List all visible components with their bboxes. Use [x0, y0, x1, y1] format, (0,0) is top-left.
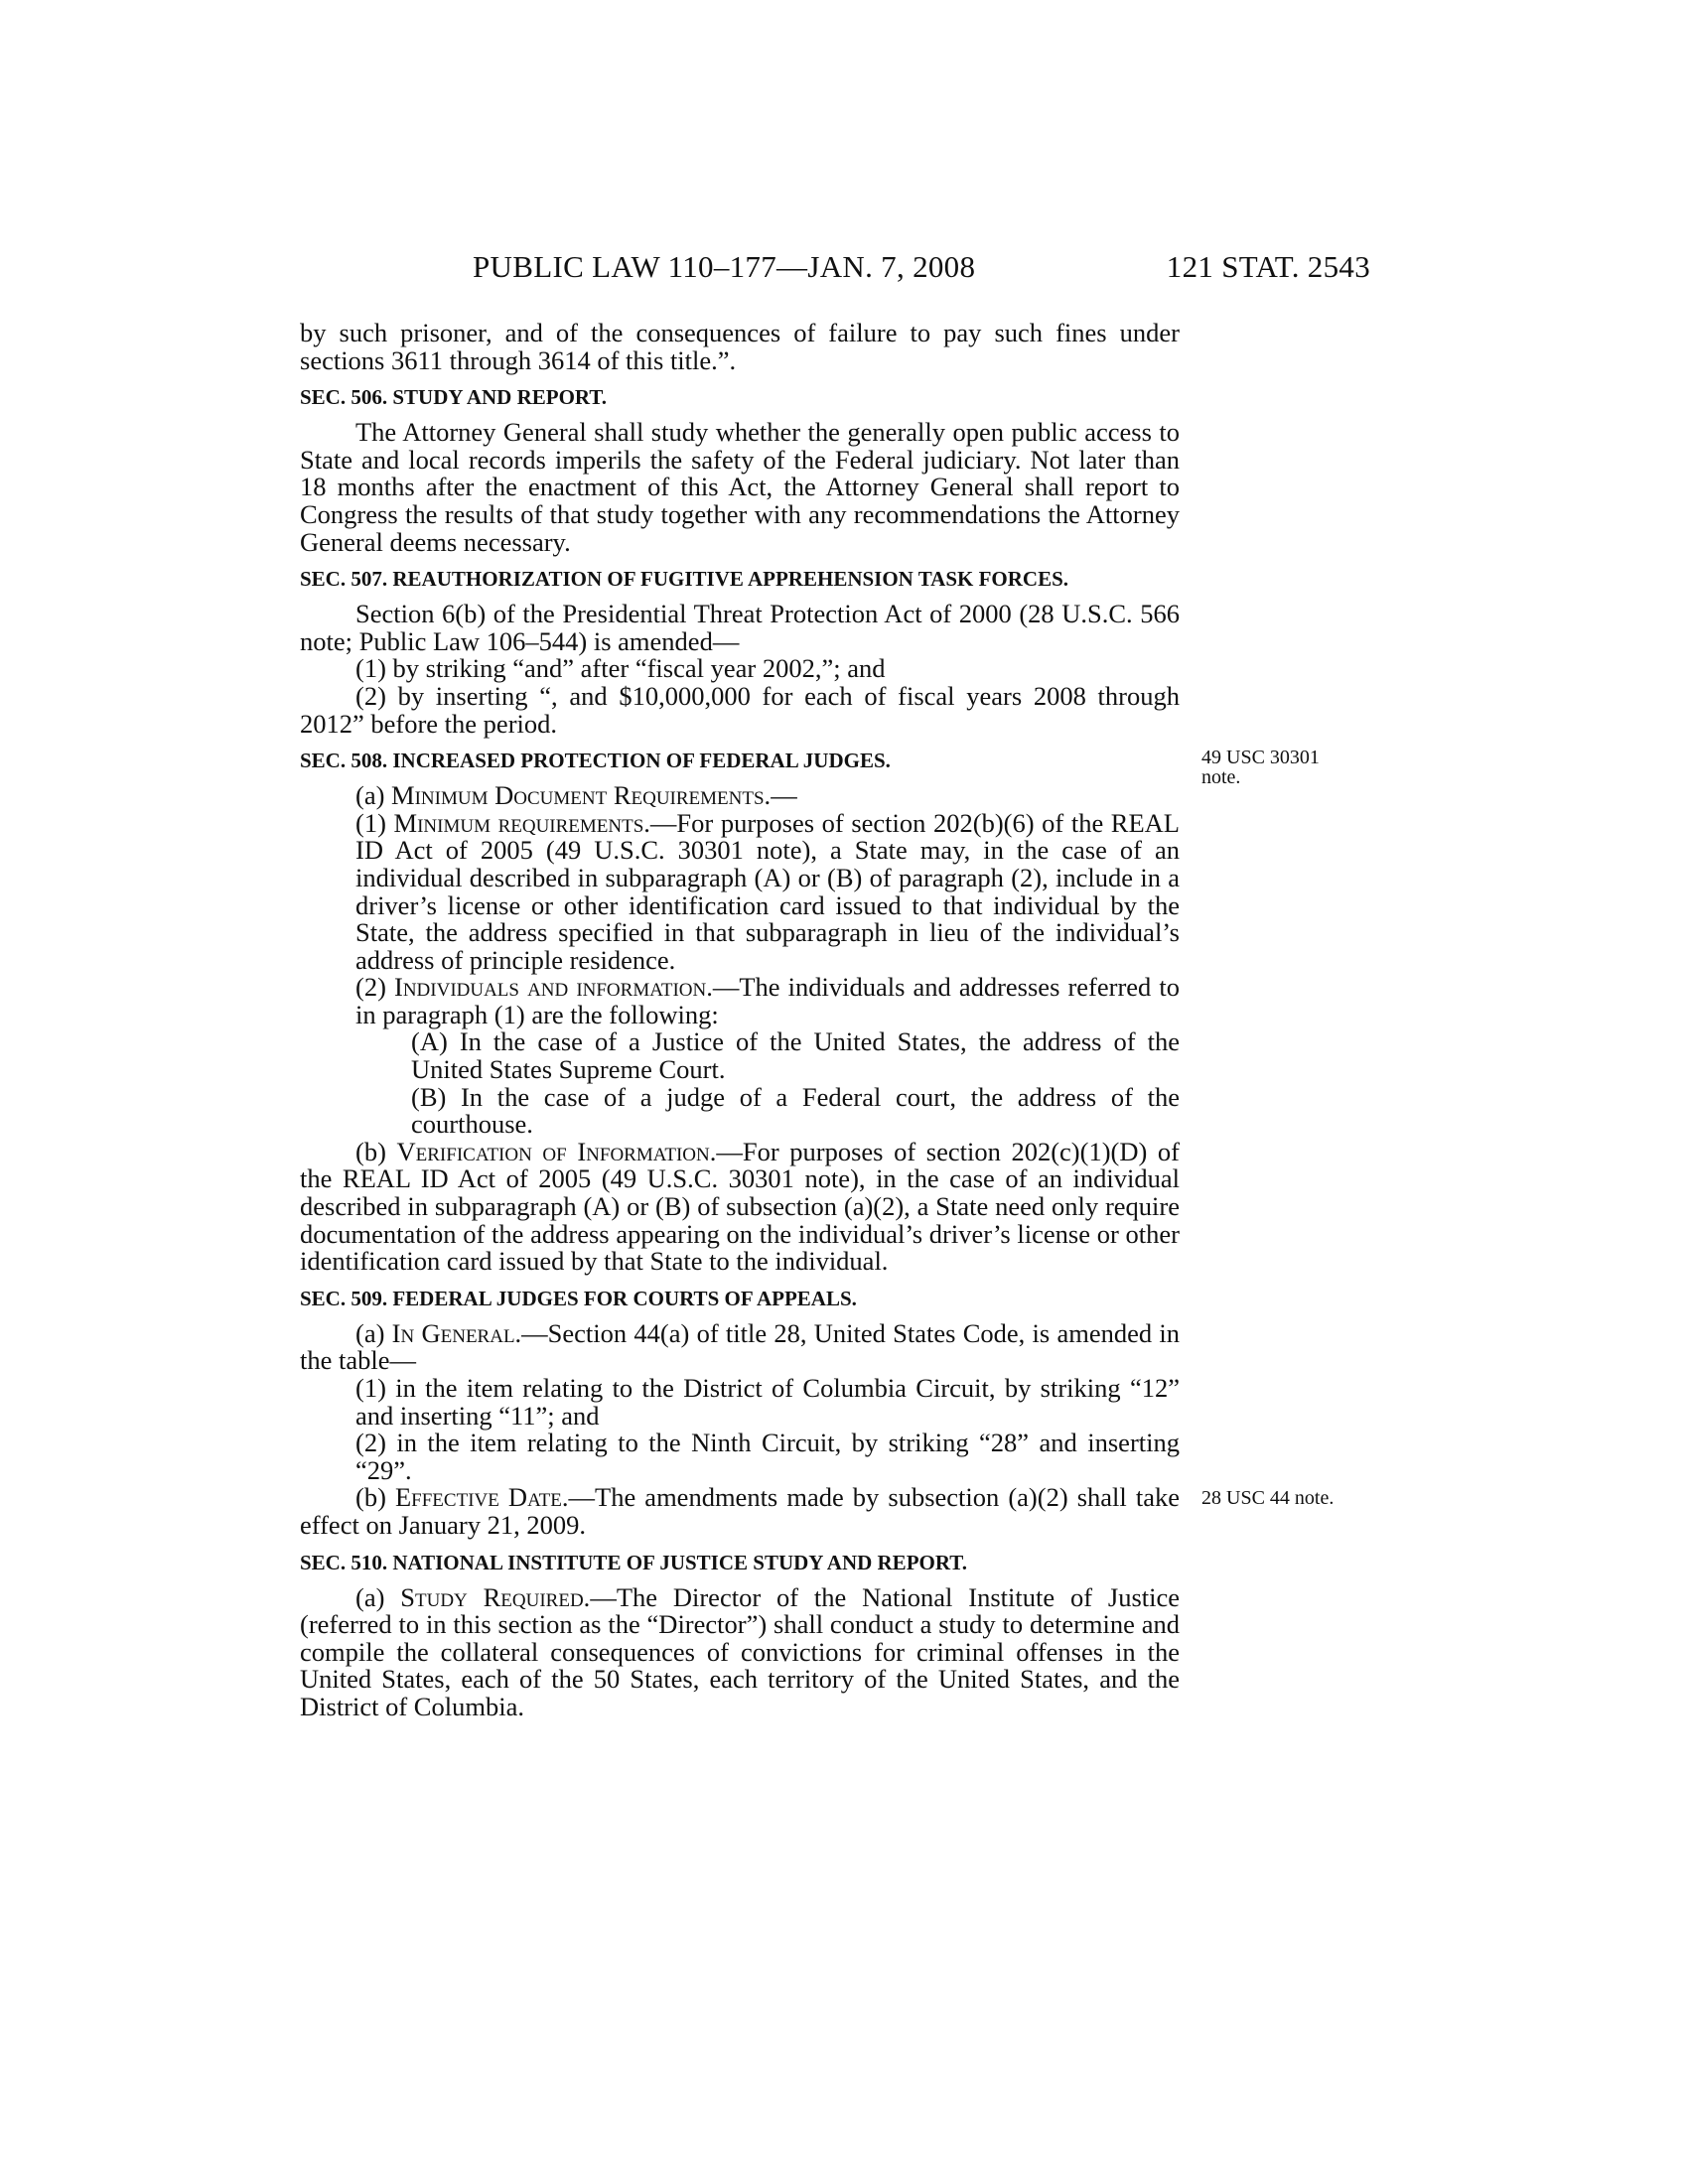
subsection-a-heading: Minimum Document Requirements.: [391, 780, 772, 811]
section-508-subsection-a: (a) Minimum Document Requirements.—: [355, 780, 797, 811]
section-509-item-2: (2) in the item relating to the Ninth Circuit, by striking “28” and inserting “29”.: [355, 1428, 1180, 1485]
section-510-a-heading: Study Required.: [400, 1581, 591, 1612]
statute-page-number: 121 STAT. 2543: [1166, 249, 1370, 284]
section-508-paragraph-2: (2) Individuals and information.—The individuals and addresses referred to in paragraph (1) are the following:: [355, 972, 1181, 1029]
public-law-citation: PUBLIC LAW 110–177—JAN. 7, 2008: [473, 249, 976, 284]
section-510-subsection-a: (a) Study Required.—The Director of the National Institute of Justice (referred to in this section as the “Director”) shall conduct a study to determine and compile the collateral consequences of convictions for criminal offenses in the United States, each of the 50 States, each territory of the United States, and the District of Columbia.: [300, 1581, 1180, 1721]
section-509-subsection-b: (b) Effective Date.—The amendments made by subsection (a)(2) shall take effect on January 21, 2009.: [300, 1482, 1180, 1540]
section-509-subsection-a: (a) In General.—Section 44(a) of title 28, United States Code, is amended in the table—: [300, 1317, 1180, 1376]
section-506-heading: SEC. 506. STUDY AND REPORT.: [300, 385, 608, 410]
section-509-item-1: (1) in the item relating to the District of Columbia Circuit, by striking “12” and inserting “11”; and: [355, 1373, 1180, 1431]
paragraph-2-heading: Individuals and information.: [394, 972, 713, 1003]
margin-note-49-usc: 49 USC 30301 note.: [1201, 747, 1320, 789]
section-508-subparagraph-B: (B) In the case of a judge of a Federal court, the address of the courthouse.: [411, 1081, 1180, 1140]
section-508-paragraph-1: (1) Minimum requirements.—For purposes of section 202(b)(6) of the REAL ID Act of 2005 (49 U.S.C. 30301 note), a State may, in the case of an individual described in subparagraph (A) or (B) of paragraph (2), include in a driver’s license or other identification card issued to that individual by the State, the address specified in that subparagraph in lieu of the individual’s address of principle residence.: [355, 807, 1180, 975]
section-508-subparagraph-A: (A) In the case of a Justice of the United States, the address of the United States Supreme Court.: [411, 1026, 1180, 1085]
section-506-text: The Attorney General shall study whether the generally open public access to State and local records imperils the safety of the Federal judiciary. Not later than 18 months after the enactment of this Act, the Attorney General shall report to Congress the results of that study together with any recommendations the Attorney General deems necessary.: [300, 417, 1180, 557]
section-508-subsection-b: (b) Verification of Information.—For purposes of section 202(c)(1)(D) of the REAL ID Act of 2005 (49 U.S.C. 30301 note), in the case of an individual described in subparagraph (A) or (B) of subsection (a)(2), a State need only require documentation of the address appearing on the individual’s driver’s license or other identification card issued by that State to the individual.: [300, 1136, 1180, 1277]
section-509-b-heading: Effective Date.: [394, 1482, 569, 1513]
margin-note-28-usc: 28 USC 44 note.: [1201, 1487, 1335, 1510]
paragraph-1-heading: Minimum requirements.: [393, 807, 650, 838]
section-508-heading: SEC. 508. INCREASED PROTECTION OF FEDERAL JUDGES.: [300, 749, 891, 773]
section-507-text: Section 6(b) of the Presidential Threat Protection Act of 2000 (28 U.S.C. 566 note; Public Law 106–544) is amended—: [300, 599, 1180, 656]
section-509-subsection-b-row: [300, 1482, 1335, 1540]
section-508-heading-row: [300, 747, 1320, 789]
section-510-heading: SEC. 510. NATIONAL INSTITUTE OF JUSTICE STUDY AND REPORT.: [300, 1550, 967, 1574]
section-507-item-2: (2) by inserting “, and $10,000,000 for each of fiscal years 2008 through 2012” before the period.: [300, 680, 1180, 739]
subsection-b-heading: Verification of Information.: [396, 1136, 717, 1166]
section-509-heading: SEC. 509. FEDERAL JUDGES FOR COURTS OF APPEALS.: [300, 1286, 857, 1310]
section-507-item-1: (1) by striking “and” after “fiscal year 2002,”; and: [355, 653, 886, 684]
section-509-a-heading: In General.: [391, 1317, 522, 1348]
carryover-paragraph: by such prisoner, and of the consequences of failure to pay such fines under sections 3611 through 3614 of this title.”.: [300, 318, 1180, 375]
section-507-heading: SEC. 507. REAUTHORIZATION OF FUGITIVE APPREHENSION TASK FORCES.: [300, 567, 1069, 592]
running-head: [298, 249, 1370, 293]
document-body: [300, 318, 1335, 1721]
